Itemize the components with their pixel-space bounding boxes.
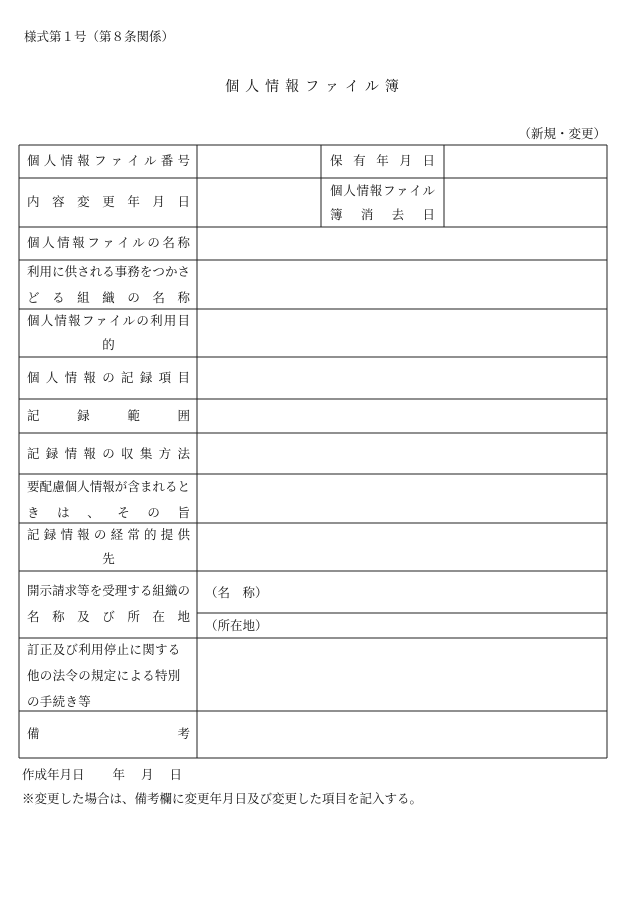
provision-label-line2: 先 — [102, 551, 115, 566]
new-change-indicator: （新規・変更） — [518, 126, 606, 141]
purpose-label-line2: 的 — [102, 337, 115, 352]
disclosure-name-label: （名 称） — [205, 585, 268, 600]
change-note: ※変更した場合は、備考欄に変更年月日及び変更した項目を記入する。 — [22, 791, 423, 806]
creation-date-line — [22, 765, 182, 783]
remarks-label: 備考 — [27, 726, 190, 741]
special-procedure-label: 訂正及び利用停止に関する他の法令の規定による特別の手続き等 — [27, 642, 181, 709]
created-month: 月 — [141, 767, 154, 782]
page-title: 個人情報ファイル簿 — [225, 79, 405, 95]
purpose-label-line1: 個人情報ファイルの利用目 — [27, 313, 190, 328]
deletion-date-label-line2: 簿消去日 — [330, 207, 435, 222]
file-name-label: 個人情報ファイルの名称 — [27, 235, 190, 250]
sensitive-info-label: 要配慮個人情報が含まれるときは、その旨 — [27, 479, 190, 520]
provision-label-line1: 記録情報の経常的提供 — [27, 527, 190, 542]
created-day: 日 — [169, 767, 183, 782]
collection-method-label: 記録情報の収集方法 — [27, 446, 190, 461]
deletion-date-label-line1: 個人情報ファイル — [330, 183, 435, 198]
retention-date-label: 保有年月日 — [330, 153, 435, 168]
form-number: 様式第１号（第８条関係） — [24, 29, 175, 44]
file-number-label: 個人情報ファイル番号 — [27, 153, 190, 168]
record-items-label: 個人情報の記録項目 — [27, 370, 190, 385]
content-change-date-label: 内容変更年月日 — [27, 194, 190, 209]
org-name-label: 利用に供される事務をつかさどる組織の名称 — [27, 264, 190, 305]
disclosure-org-label: 開示請求等を受理する組織の名称及び所在地 — [27, 583, 190, 624]
record-scope-label: 記録範囲 — [27, 408, 190, 423]
disclosure-address-label: （所在地） — [205, 618, 268, 633]
created-year: 年 — [112, 767, 126, 782]
created-label: 作成年月日 — [22, 767, 85, 782]
